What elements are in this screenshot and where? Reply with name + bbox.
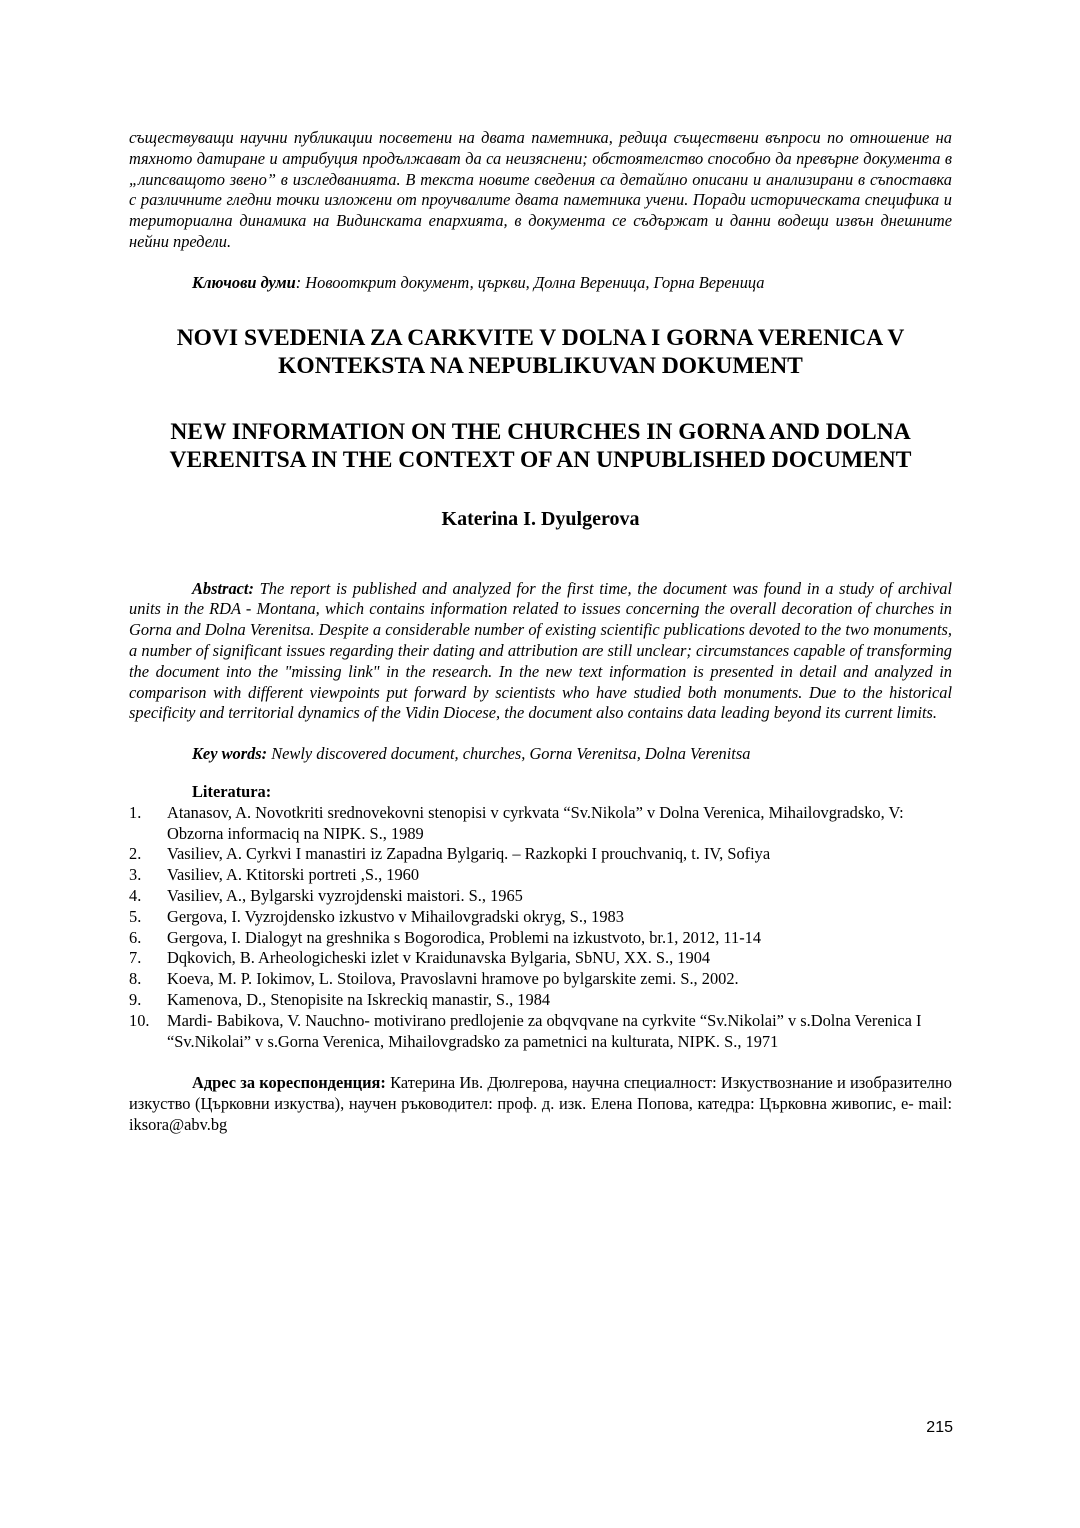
reference-number: 7. — [129, 948, 142, 968]
reference-number: 5. — [129, 906, 142, 926]
reference-item — [129, 865, 952, 886]
title-transliterated: NOVI SVEDENIA ZA CARKVITE V DOLNA I GORNA VERENICA V KONTEKSTA NA NEPUBLIKUVAN DOKUMENT — [176, 324, 905, 379]
keywords-bg-label: Ключови думи — [192, 272, 296, 292]
reference-text: Mardi- Babikova, V. Nauchno- motivirano predlojenie za obqvqvane na cyrkvite “Sv.Nikolai” v s.Dolna Verenica I “Sv.Nikolai” v s.Gorna Verenica, Mihailovgradsko za pametnici na kulturata, NIPK. S., 1971 — [167, 1010, 922, 1051]
reference-item — [129, 948, 952, 969]
address-label: Адрес за кореспонденция: — [192, 1073, 386, 1093]
reference-number: 2. — [129, 844, 142, 864]
reference-number: 6. — [129, 927, 142, 947]
reference-text: Kamenova, D., Stenopisite na Iskreckiq manastir, S., 1984 — [167, 989, 551, 1009]
reference-item — [129, 803, 952, 845]
literature-heading: Literatura: — [192, 781, 272, 801]
intro-paragraph: съществуващи научни публикации посветени на двата паметника, редица съществени въпроси по отношение на тяхното датиране и атрибуция продължават да са неизяснени; обстоятелство способно да превърне документа в „липсващото звено” в изследванията. В текста новите сведения са детайлно описани и анализирани в съпоставка с различните гледни точки изложени от проучвалите двата паметника учени. Поради историческата специфика и териториална динамика на Видинската епархията, в документа се съдържат и данни водещи извън днешните нейни предели. — [129, 128, 952, 251]
reference-number: 8. — [129, 969, 142, 989]
reference-text: Atanasov, A. Novotkriti srednovekovni stenopisi v cyrkvata “Sv.Nikola” v Dolna Verenica, Mihailovgradsko, V: Obzorna informaciq na NIPK. S., 1989 — [167, 802, 904, 843]
reference-text: Dqkovich, B. Arheologicheski izlet v Kraidunavska Bylgaria, SbNU, XX. S., 1904 — [167, 948, 711, 968]
correspondence-address — [129, 1073, 952, 1135]
reference-number: 3. — [129, 865, 142, 885]
abstract-text: The report is published and analyzed for the first time, the document was found in a study of archival units in the RDA - Montana, which contains information related to issues concerning the overall decoration of churches in Gorna and Dolna Verenitsa. Despite a considerable number of existing scientific publications devoted to the two monuments, a number of significant issues regarding their dating and attribution are still unclear; circumstances capable of transforming the document into the "missing link" in the research. In the new text information is presented in detail and analyzed in comparison with different viewpoints put forward by scientists who have studied both monuments. Due to the historical specificity and territorial dynamics of the Vidin Diocese, the document also contains data leading beyond its current limits. — [129, 578, 952, 723]
reference-number: 4. — [129, 885, 142, 905]
keywords-en — [129, 744, 952, 765]
reference-item — [129, 969, 952, 990]
reference-text: Vasiliev, A. Cyrkvi I manastiri iz Zapadna Bylgariq. – Razkopki I prouchvaniq, t. IV, Sofiya — [167, 844, 771, 864]
reference-text: Koeva, M. P. Iokimov, L. Stoilova, Pravoslavni hramove po bylgarskite zemi. S., 2002. — [167, 969, 739, 989]
keywords-en-text: Newly discovered document, churches, Gorna Verenitsa, Dolna Verenitsa — [267, 744, 751, 764]
reference-item — [129, 907, 952, 928]
keywords-en-label: Key words: — [192, 744, 268, 764]
reference-item — [129, 928, 952, 949]
reference-list — [129, 803, 952, 1053]
reference-text: Gergova, I. Vyzrojdensko izkustvo v Mihailovgradski okryg, S., 1983 — [167, 906, 624, 926]
reference-text: Vasiliev, A., Bylgarski vyzrojdenski maistori. S., 1965 — [167, 885, 523, 905]
author-name: Katerina I. Dyulgerova — [441, 507, 640, 530]
reference-item — [129, 844, 952, 865]
reference-item — [129, 886, 952, 907]
reference-number: 10. — [129, 1010, 150, 1030]
reference-number: 9. — [129, 989, 142, 1009]
reference-text: Vasiliev, A. Ktitorski portreti ,S., 1960 — [167, 865, 420, 885]
document-page — [129, 128, 952, 1136]
keywords-bg — [129, 273, 952, 294]
reference-item — [129, 1011, 952, 1053]
address-text: Катерина Ив. Дюлгерова, научна специалност: Изкуствознание и изобразително изкуство (Църковни изкуства), научен ръководител: проф. д. изк. Елена Попова, катедра: Църковна живопис, е- mail: iksora@abv.bg — [129, 1073, 952, 1134]
abstract — [129, 579, 952, 725]
title-english: NEW INFORMATION ON THE CHURCHES IN GORNA AND DOLNA VERENITSA IN THE CONTEXT OF AN UNPUBLISHED DOCUMENT — [169, 418, 912, 473]
page-number: 215 — [926, 1419, 953, 1436]
abstract-label: Abstract: — [192, 578, 254, 598]
reference-text: Gergova, I. Dialogyt na greshnika s Bogorodica, Problemi na izkustvoto, br.1, 2012, 11-14 — [167, 927, 762, 947]
keywords-bg-text: : Новооткрит документ, църкви, Долна Вереница, Горна Вереница — [295, 272, 765, 292]
reference-number: 1. — [129, 802, 142, 822]
reference-item — [129, 990, 952, 1011]
